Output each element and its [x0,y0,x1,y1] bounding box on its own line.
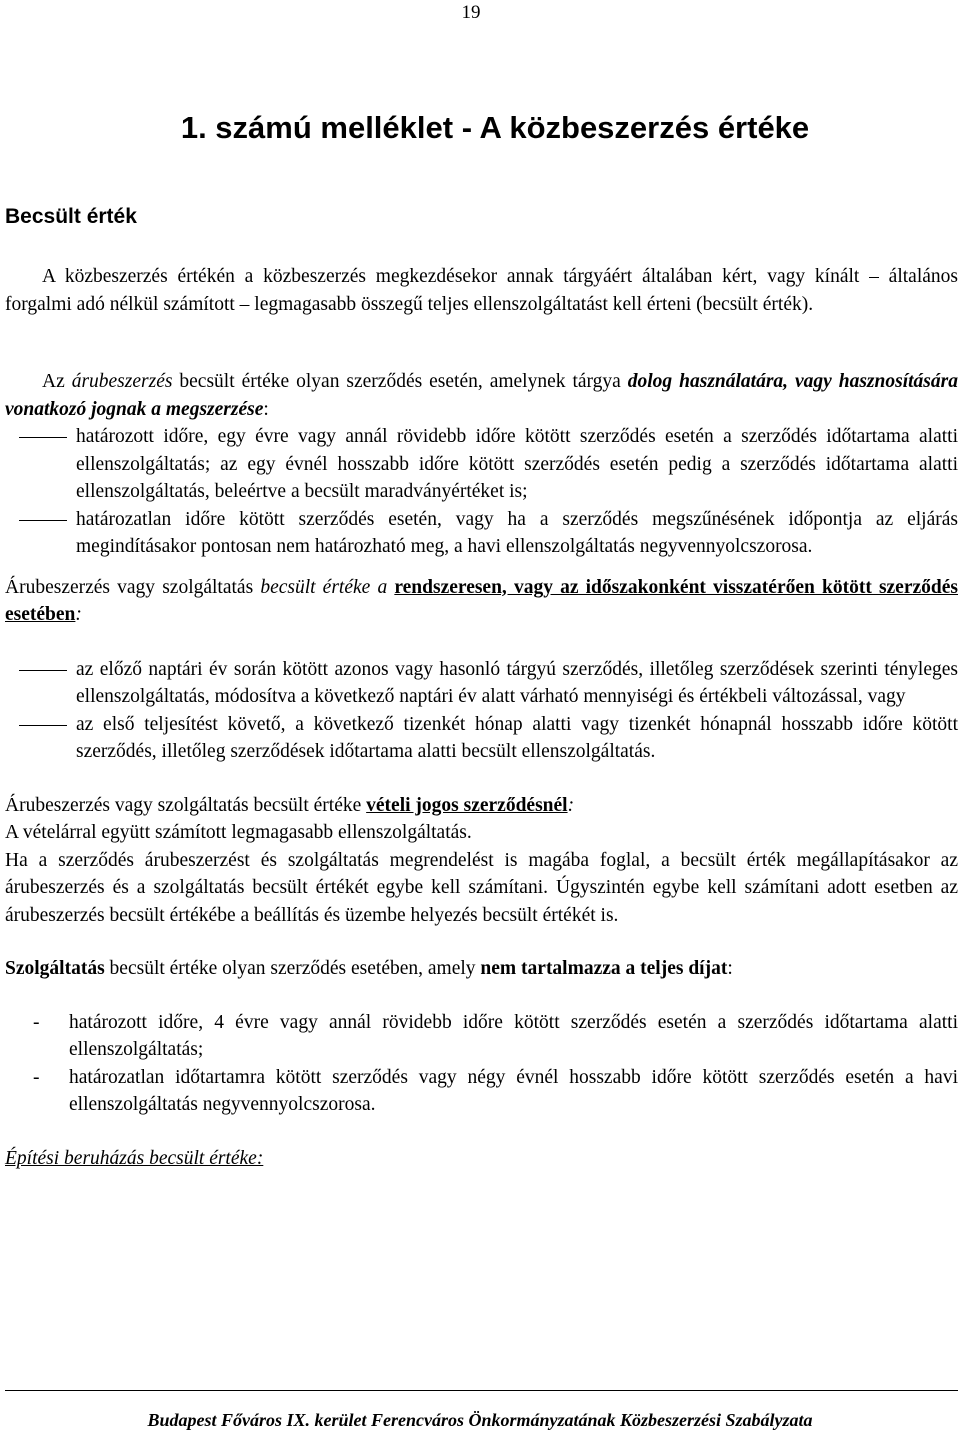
document-body [5,263,958,1172]
goods-procurement-term: árubeszerzés [71,371,173,392]
hyphen-bullet: - [33,1011,40,1033]
page-number: 19 [461,2,481,23]
dash-bullet-icon [19,725,67,726]
list-item: - határozott időre, 4 évre vagy annál rövidebb időre kötött szerződés esetén a szerződés időtartama alatti ellenszolgáltatás; [5,1009,958,1064]
footer-divider [5,1390,958,1391]
hyphen-bullet: - [33,1066,40,1088]
purchase-option-term: vételi jogos szerződésnél [366,794,568,816]
service-no-total-fee-paragraph: Szolgáltatás becsült értéke olyan szerződés esetében, amely nem tartalmazza a teljes díjat: [5,958,733,979]
list-item: határozott időre, egy évre vagy annál rövidebb időre kötött szerződés esetén a szerződés időtartama alatti ellenszolgáltatás; az egy évnél hosszabb időre kötött szerződés esetén pedig a szerződés időtartama alatti ellenszolgáltatás, beleértve a becsült maradványértéket is; [5,423,958,506]
list-item: az előző naptári év során kötött azonos vagy hasonló tárgyú szerződés, illetőleg szerződések szerinti tényleges ellenszolgáltatás, módosítva a következő naptári év alatt várható mennyiségi és értékbeli változással, vagy [5,656,958,711]
section-heading: Becsült érték [5,205,137,228]
annex-title: 1. számú melléklet - A közbeszerzés értéke [180,110,810,145]
service-term: Szolgáltatás [5,958,105,979]
intro-paragraph: A közbeszerzés értékén a közbeszerzés megkezdésekor annak tárgyáért általában kért, vagy kínált – általános forgalmi adó nélkül számított – legmagasabb összegű teljes ellenszolgáltatást kell érteni (becsült érték). [5,266,958,315]
list-item: határozatlan időre kötött szerződés esetén, vagy ha a szerződés megszűnésének időpontja az eljárás megindításakor pontosan nem határozható meg, a havi ellenszolgáltatás negyvennyolcszorosa. [5,506,958,561]
goods-use-rights-paragraph: Az árubeszerzés becsült értéke olyan szerződés esetén, amelynek tárgya dolog használatára, vagy hasznosítására vonatkozó jognak a megszerzése: [5,371,958,420]
construction-value-heading: Építési beruházás becsült értéke: [5,1147,264,1169]
use-rights-term: dolog használatára, vagy hasznosítására vonatkozó jognak a megszerzése [5,371,958,420]
dash-bullet-icon [19,520,67,521]
list-item: - határozatlan időtartamra kötött szerződés vagy négy évnél hosszabb időre kötött szerződés esetén a havi ellenszolgáltatás negyvennyolcszorosa. [5,1064,958,1119]
page-footer: Budapest Főváros IX. kerület Ferencváros Önkormányzatának Közbeszerzési Szabályzata [147,1410,813,1430]
combined-value-paragraph: Ha a szerződés árubeszerzést és szolgáltatás megrendelést is magába foglal, a becsült érték megállapításakor az árubeszerzés és a szolgáltatás becsült értékét egybe kell számítani. Úgyszintén egybe kell számítani adott esetben az árubeszerzés becsült értékébe a beállítás és üzembe helyezés becsült értékét is. [5,849,958,926]
recurring-contract-term: rendszeresen, vagy az időszakonként visszatérően kötött szerződés esetében [5,576,958,625]
recurring-contract-list [5,656,958,766]
recurring-contract-paragraph: Árubeszerzés vagy szolgáltatás becsült értéke a rendszeresen, vagy az időszakonként visszatérően kötött szerződés esetében: [5,576,958,625]
service-duration-list [5,1009,958,1119]
dash-bullet-icon [19,670,67,671]
purchase-price-line: A vételárral együtt számított legmagasabb ellenszolgáltatás. [5,822,472,843]
dash-bullet-icon [19,437,67,438]
purchase-option-paragraph: Árubeszerzés vagy szolgáltatás becsült értéke vételi jogos szerződésnél: [5,794,575,816]
goods-use-rights-list [5,423,958,561]
list-item: az első teljesítést követő, a következő tizenkét hónap alatti vagy tizenkét hónapnál hosszabb időre kötött szerződés, illetőleg szerződések időtartama alatti becsült ellenszolgáltatás. [5,711,958,766]
no-total-fee-term: nem tartalmazza a teljes díjat [480,958,728,979]
